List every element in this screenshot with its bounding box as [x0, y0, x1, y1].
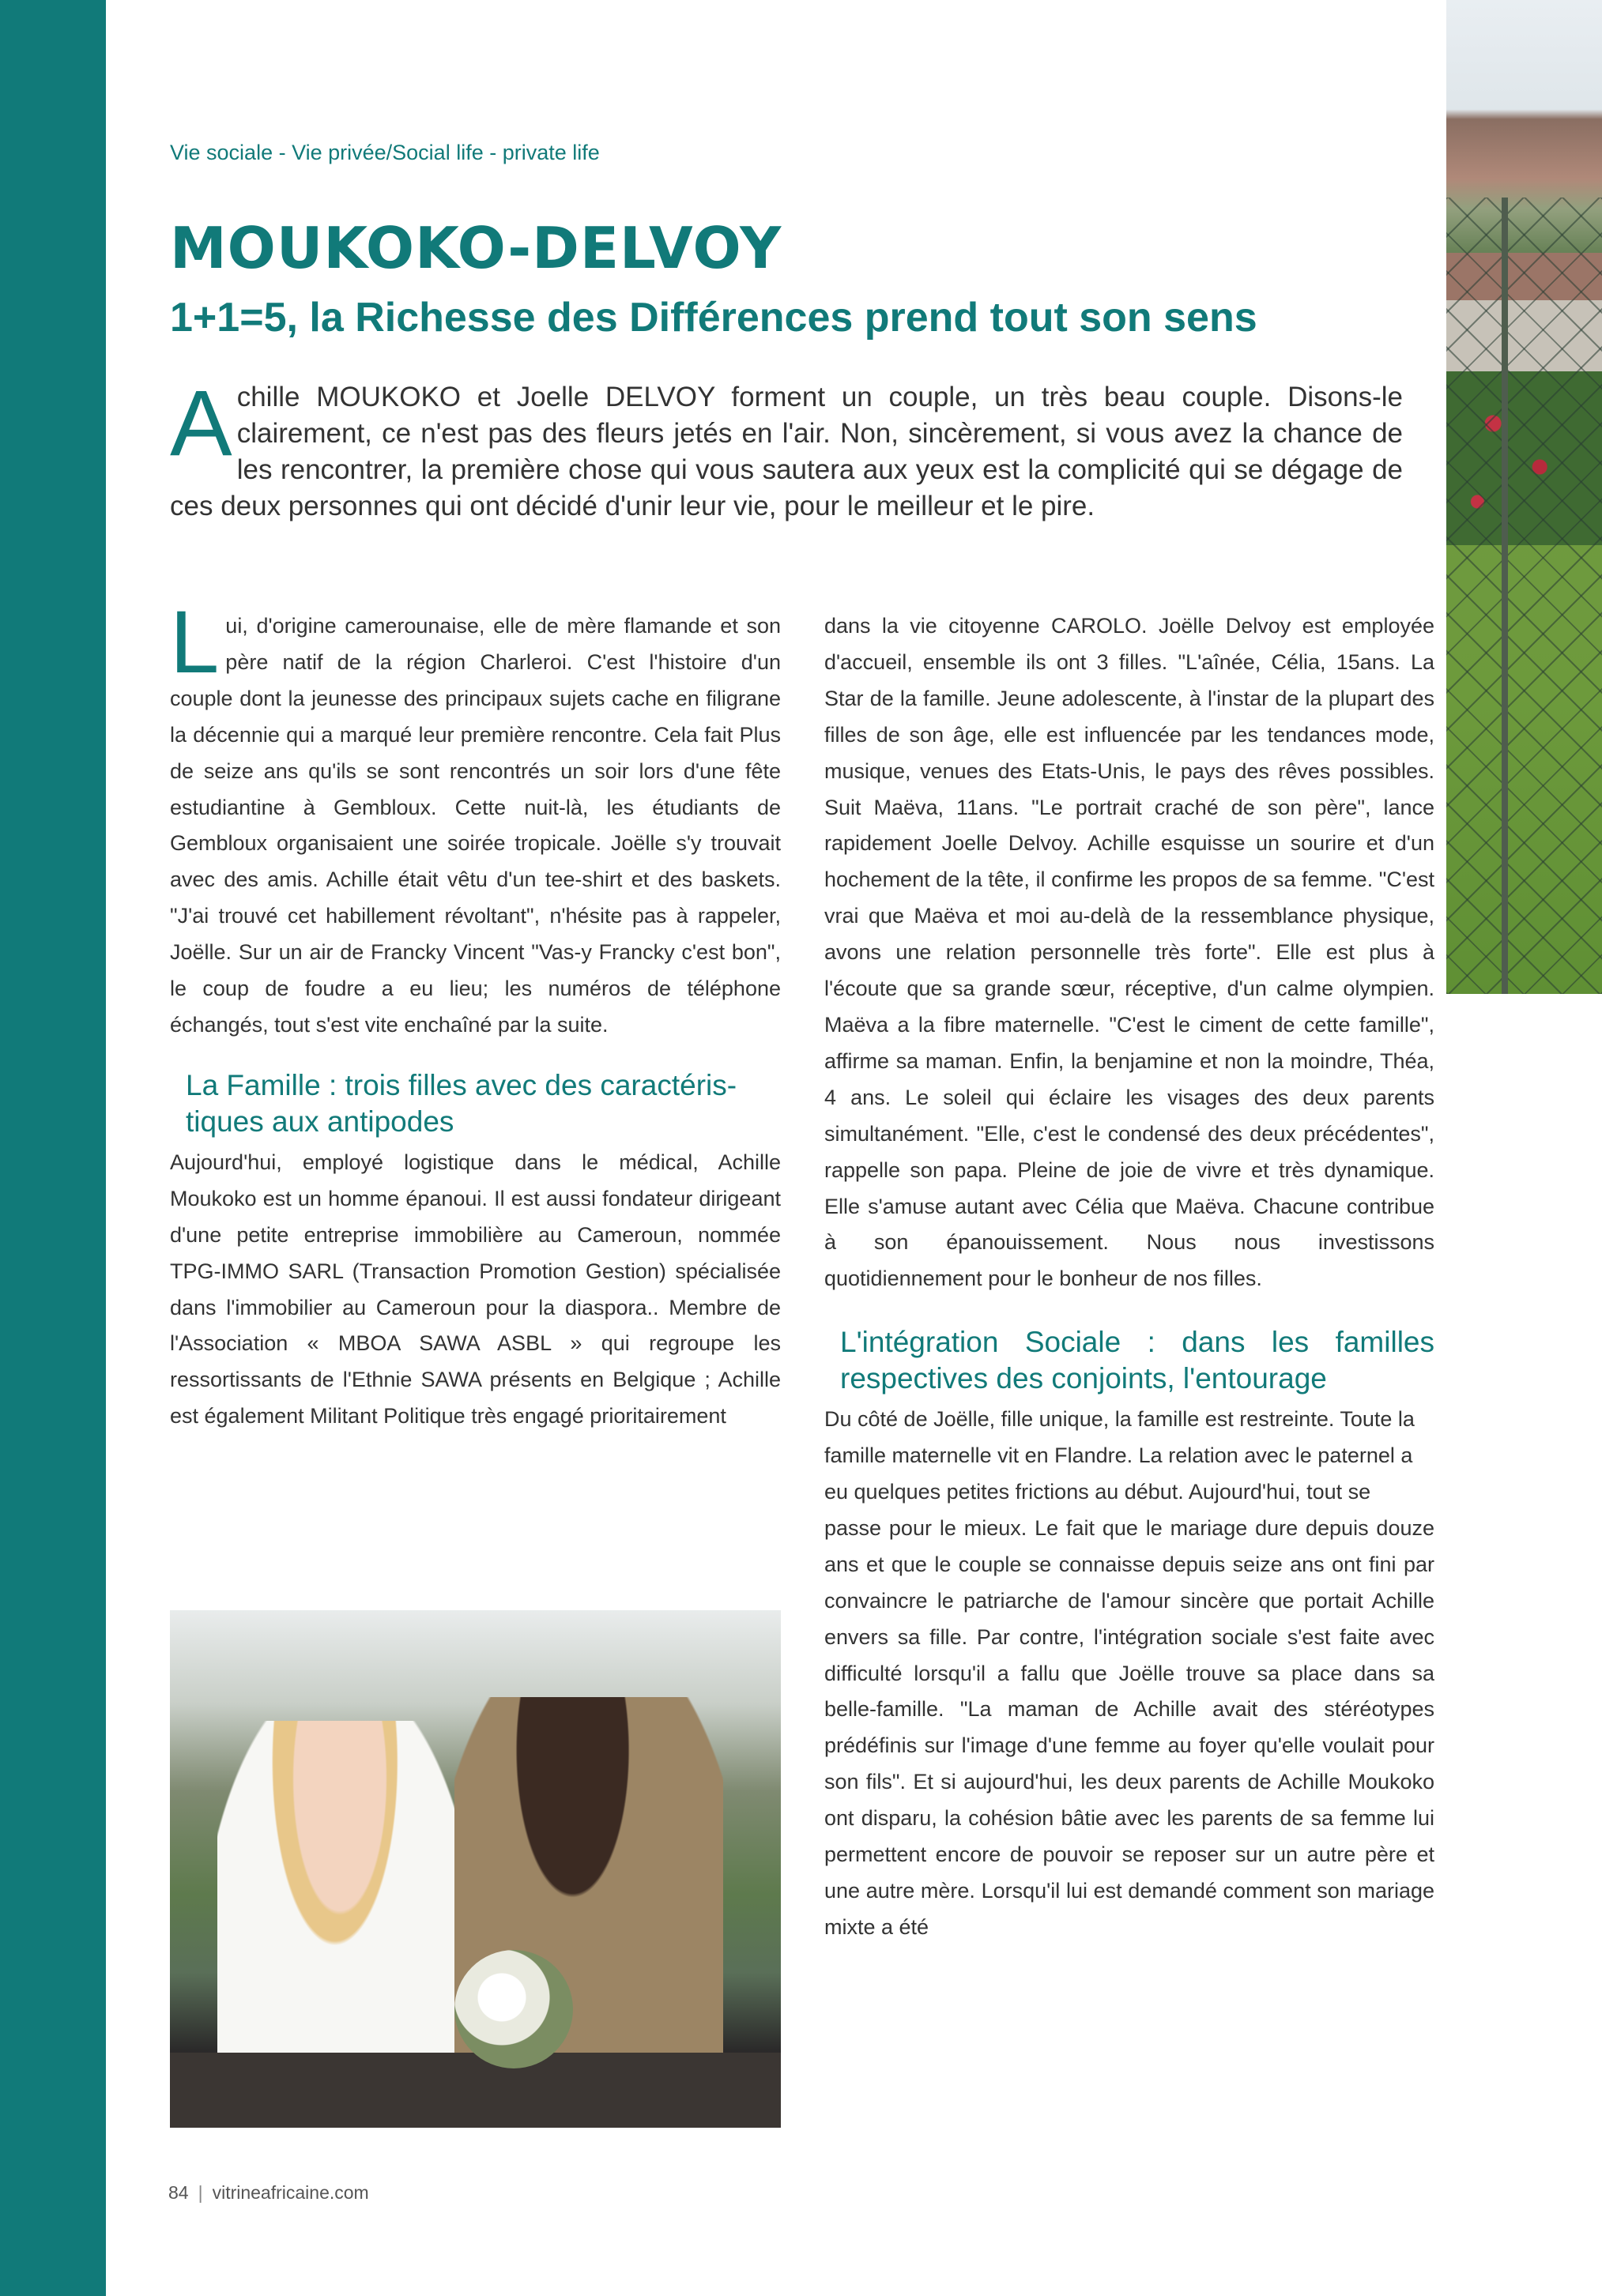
footer-website: vitrineafricaine.com: [212, 2182, 369, 2203]
garden-fence-photo: [1446, 0, 1602, 994]
page-number: 84: [168, 2182, 189, 2203]
photo-fence-pole: [1502, 198, 1508, 994]
intro-dropcap: A: [170, 371, 232, 476]
article-intro: [170, 371, 1403, 525]
right-column: [824, 608, 1434, 1946]
right-paragraph-2a: Du côté de Joëlle, fille unique, la famille est restreinte. Toute la famille maternelle vit en Flandre. La relation avec le paternel a eu quelques petites frictions au début. Aujourd'hui, tout se: [824, 1407, 1415, 1504]
footer-separator: |: [198, 2182, 203, 2203]
photo-bridge-rail: [170, 2053, 781, 2128]
left-paragraph-1: [170, 593, 781, 1044]
left-paragraph-1-text: ui, d'origine camerounaise, elle de mère flamande et son père natif de la région Charleroi. C'est l'histoire d'un couple dont la jeunesse des principaux sujets cache en filigrane la décennie qui a marqué leur première rencontre. Cela fait Plus de seize ans qu'ils se sont rencontrés un soir lors d'une fête estudiantine à Gembloux. Cette nuit-là, les étudiants de Gembloux organisaient une soirée tropicale. Joëlle s'y trouvait avec des amis. Achille était vêtu d'un tee-shirt et des baskets. "J'ai trouvé cet habillement révoltant", n'hésite pas à rappeler, Joëlle. Sur un air de Francky Vincent "Vas-y Francky c'est bon", le coup de foudre a eu lieu; les numéros de téléphone échangés, tout s'est vite enchaîné par la suite.: [170, 614, 781, 1037]
left-column: [170, 593, 781, 1435]
section-category: Vie sociale - Vie privée/Social life - private life: [170, 141, 600, 164]
right-paragraph-1: dans la vie citoyenne CAROLO. Joëlle Delvoy est employée d'accueil, ensemble ils ont 3 filles. "L'aînée, Célia, 15ans. La Star de la famille. Jeune adolescente, à l'instar de la plupart des filles de son âge, elle est influencée par les tendances mode, musique, venues des Etats-Unis, le pays des rêves possibles. Suit Maëva, 11ans. "Le portrait craché de son père", lance rapidement Joelle Delvoy. Achille esquisse un sourire et d'un hochement de la tête, il confirme les propos de sa femme. "C'est vrai que Maëva et moi au-delà de la ressemblance physique, avons une relation personnelle très forte". Elle est plus à l'écoute que sa grande sœur, réceptive, d'un calme olympien. Maëva a la fibre maternelle. "C'est le ciment de cette famille", affirme sa maman. Enfin, la benjamine et non la moindre, Théa, 4 ans. Le soleil qui éclaire les visages des deux parents simultanément. "Elle, c'est le condensé des deux précédentes", rappelle son papa. Pleine de joie de vivre et très dynamique. Elle s'amuse autant avec Célia que Maëva. Chacune contribue à son épanouissement. Nous nous investissons quotidiennement pour le bonheur de nos filles.: [824, 614, 1434, 1291]
photo-bouquet: [454, 1950, 573, 2068]
side-color-bar: [0, 0, 106, 2296]
left-paragraph-2: Aujourd'hui, employé logistique dans le médical, Achille Moukoko est un homme épanoui. Il est aussi fondateur dirigeant d'une petite entreprise immobilière au Cameroun, nommée TPG-IMMO SARL (Transaction Promotion Gestion) spécialisée dans l'immobilier au Cameroun pour la diaspora.. Membre de l'Association « MBOA SAWA ASBL » qui regroupe les ressortissants de l'Ethnie SAWA présents en Belgique ; Achille est également Militant Politique très engagé prioritairement: [170, 1150, 781, 1428]
article-title: MOUKOKO-DELVOY: [170, 215, 782, 281]
wedding-couple-photo: [170, 1610, 781, 2128]
right-paragraph-2b: passe pour le mieux. Le fait que le mariage dure depuis douze ans et que le couple se connaisse depuis seize ans ont fini par convaincre le patriarche de l'amour sincère que portait Achille envers sa fille. Par contre, l'intégration sociale s'est faite avec difficulté lorsqu'il a fallu que Joëlle trouve sa place dans sa belle-famille. "La maman de Achille avait des stéréotypes prédéfinis sur l'image d'une femme au foyer qu'elle voulait pour son fils". Et si aujourd'hui, les deux parents de Achille Moukoko ont disparu, la cohésion bâtie avec les parents de sa femme lui permettent encore de pouvoir se reposer sur un autre père et une autre mère. Lorsqu'il lui est demandé comment son mariage mixte a été: [824, 1515, 1434, 1939]
right-section-heading: L'intégration Sociale : dans les familles respectives des conjoints, l'entourage: [840, 1326, 1434, 1395]
left-dropcap: L: [170, 593, 220, 691]
intro-text: chille MOUKOKO et Joelle DELVOY forment un couple, un très beau couple. Disons-le clairement, ce n'est pas des fleurs jetés en l'air. Non, sincèrement, si vous avez la chance de les rencontrer, la première chose qui vous sautera aux yeux est la complicité qui se dégage de ces deux personnes qui ont décidé d'unir leur vie, pour le meilleur et le pire.: [170, 382, 1403, 521]
photo-chain-link-fence: [1446, 198, 1602, 994]
left-section-heading: La Famille : trois filles avec des caractéris-tiques aux antipodes: [186, 1068, 737, 1138]
page-footer: [168, 2182, 369, 2204]
article-subtitle: 1+1=5, la Richesse des Différences prend tout son sens: [170, 295, 1257, 341]
